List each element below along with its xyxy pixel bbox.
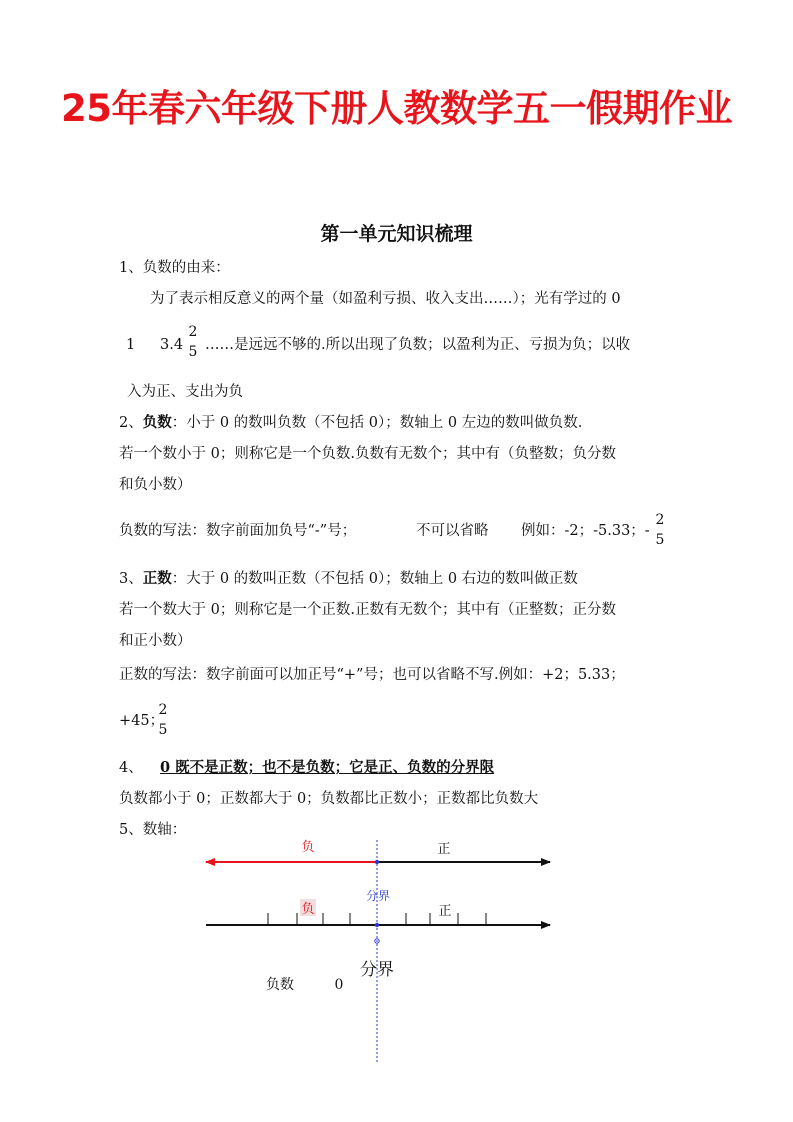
s2-line4-examples: 例如：-2；-5.33；-: [521, 523, 650, 539]
lower-positive-label: 正: [438, 904, 452, 919]
s4-key-statement: 0 既不是正数；也不是负数；它是正、负数的分界限: [160, 759, 495, 776]
s4-number: 4、: [119, 760, 143, 776]
s3-line5: +45；: [119, 713, 165, 729]
s1-number-1: 1: [126, 337, 136, 353]
s1-number-3-4: 3.4: [160, 337, 184, 353]
s2-fraction-denominator: 5: [655, 532, 665, 548]
s3-fraction-numerator: 2: [158, 702, 168, 718]
upper-origin-dot: [375, 860, 379, 864]
s2-line4-note: 不可以省略: [416, 523, 489, 539]
s3-definition: ：大于 0 的数叫正数（不包括 0）；数轴上 0 右边的数叫做正数: [171, 571, 578, 587]
s3-fraction-denominator: 5: [158, 722, 168, 738]
s2-line4: 负数的写法：数字前面加负号“-”号；: [119, 523, 357, 539]
s3-term: 正数: [142, 570, 172, 587]
boundary-label-small: 分界: [365, 889, 391, 903]
s2-number: 2、: [119, 415, 143, 431]
s1-fraction-numerator: 2: [188, 324, 198, 340]
upper-positive-label: 正: [437, 842, 451, 857]
lower-negative-label: 负: [301, 902, 315, 917]
page-title: 25年春六年级下册人教数学五一假期作业: [61, 87, 732, 130]
s2-fraction-numerator: 2: [655, 512, 665, 528]
s3-number: 3、: [119, 571, 143, 587]
s1-fraction-denominator: 5: [188, 344, 198, 360]
negative-numbers-label: 负数: [266, 977, 294, 993]
zero-point-dot: [375, 923, 379, 927]
s2-line3: 和负小数）: [119, 477, 192, 493]
zero-label: 0: [334, 977, 344, 993]
s3-line4: 正数的写法：数字前面可以加正号“+”号；也可以省略不写.例如：+2；5.33；: [119, 667, 625, 683]
section-heading: 第一单元知识梳理: [320, 223, 473, 245]
s1-line1: 为了表示相反意义的两个量（如盈利亏损、收入支出……）；光有学过的 0: [150, 291, 621, 307]
s2-term: 负数: [142, 414, 172, 431]
boundary-label-large: 分界: [360, 960, 394, 980]
s2-line2: 若一个数小于 0；则称它是一个负数.负数有无数个；其中有（负整数；负分数: [119, 446, 616, 462]
s1-line3: 入为正、支出为负: [127, 384, 243, 400]
s2-definition: ：小于 0 的数叫负数（不包括 0）；数轴上 0 左边的数叫做负数.: [171, 415, 583, 431]
s3-line2: 若一个数大于 0；则称它是一个正数.正数有无数个；其中有（正整数；正分数: [119, 602, 616, 618]
s1-line2: ……是远远不够的.所以出现了负数；以盈利为正、亏损为负；以收: [205, 337, 631, 353]
upper-negative-label: 负: [301, 840, 315, 855]
s5-heading: 5、数轴：: [119, 822, 187, 838]
s4-line2: 负数都小于 0；正数都大于 0；负数都比正数小；正数都比负数大: [119, 791, 539, 807]
s3-line3: 和正小数）: [119, 633, 192, 649]
s1-heading: 1、负数的由来：: [119, 260, 230, 276]
